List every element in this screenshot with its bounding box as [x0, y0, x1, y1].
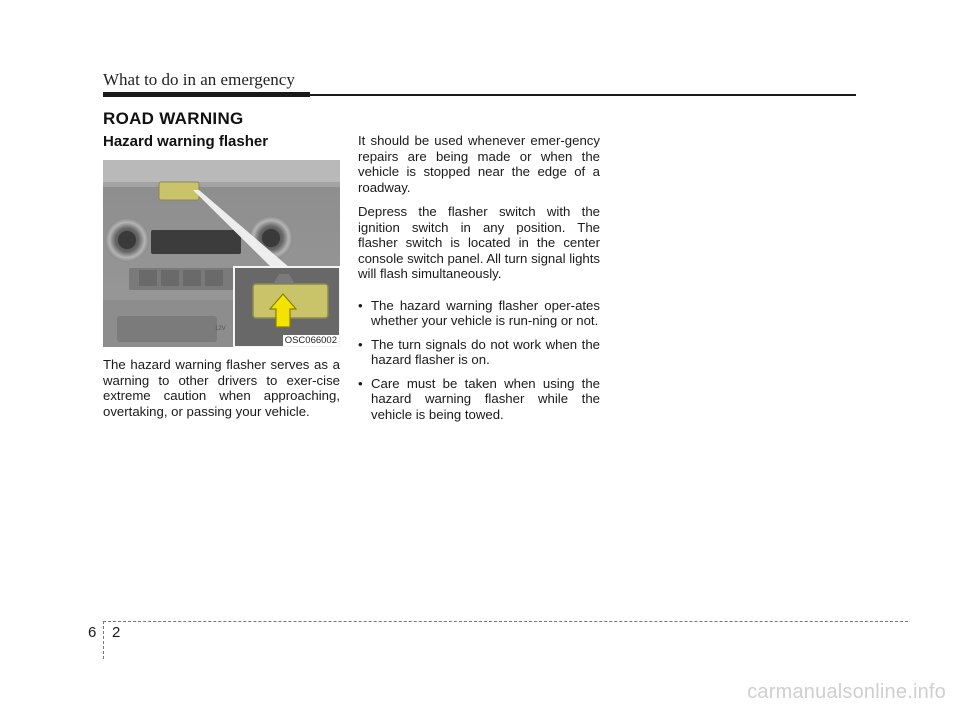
subsection-title: Hazard warning flasher	[103, 133, 269, 150]
footer-rule	[103, 621, 908, 622]
page-number: 2	[112, 624, 121, 641]
bullet-icon: •	[358, 297, 363, 313]
list-item-text: The hazard warning flasher oper-ates whether your vehicle is run-ning or not.	[371, 297, 600, 328]
list-item-text: Care must be taken when using the hazard warning flasher while the vehicle is being towed.	[371, 375, 600, 422]
notes-list	[358, 298, 600, 423]
header-rule-thick	[103, 92, 310, 97]
bullet-icon: •	[358, 375, 363, 391]
list-item	[358, 337, 600, 368]
header-rule-thin	[310, 94, 856, 96]
left-column	[103, 357, 340, 419]
watermark: carmanualsonline.info	[747, 681, 946, 703]
list-item	[358, 376, 600, 423]
footer-divider	[103, 621, 104, 659]
list-item-text: The turn signals do not work when the hazard flasher is on.	[371, 336, 600, 367]
intro-paragraph: The hazard warning flasher serves as a warning to other drivers to exer-cise extreme caution when approaching, overtaking, or passing your vehicle.	[103, 357, 340, 419]
chapter-number: 6	[88, 624, 97, 641]
operation-paragraph: Depress the flasher switch with the ignition switch in any position. The flasher switch is located in the center console switch panel. All turn signal lights will flash simultaneously.	[358, 204, 600, 281]
hazard-switch-figure	[103, 160, 340, 347]
section-title: ROAD WARNING	[103, 109, 244, 128]
figure-code: OSC066002	[284, 335, 337, 346]
center-display	[151, 230, 241, 254]
chapter-title: What to do in an emergency	[103, 70, 295, 89]
right-column	[358, 133, 600, 430]
list-item	[358, 298, 600, 329]
socket-label: 12V	[215, 326, 226, 332]
usage-paragraph: It should be used whenever emer-gency repairs are being made or when the vehicle is stopped near the edge of a roadway.	[358, 133, 600, 195]
dashboard-illustration	[103, 160, 340, 347]
bullet-icon: •	[358, 336, 363, 352]
hazard-switch-small	[159, 182, 199, 200]
